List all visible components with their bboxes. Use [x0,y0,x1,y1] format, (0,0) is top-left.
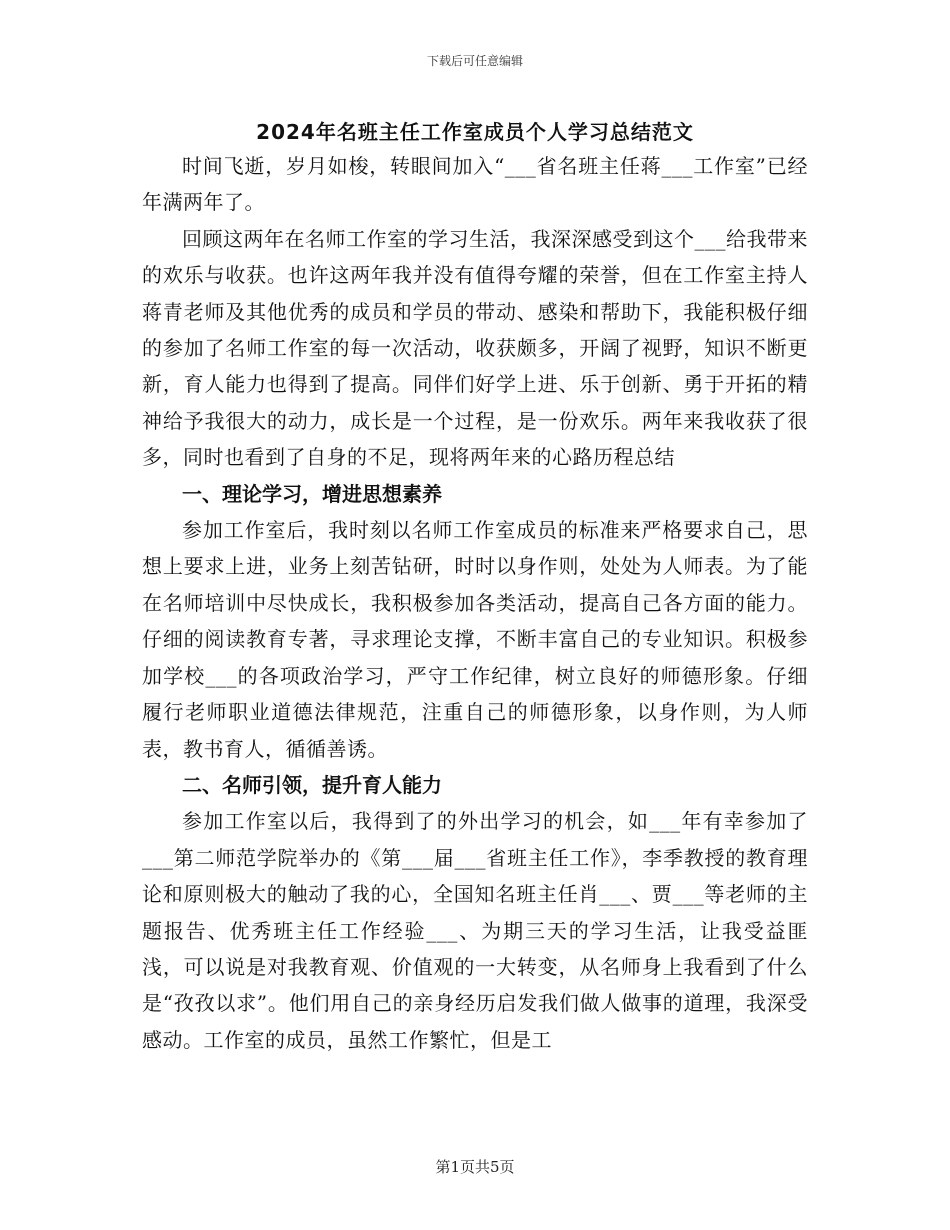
intro-paragraph: 时间飞逝，岁月如梭，转眼间加入“___省名班主任蒋___工作室”已经年满两年了。 [142,154,808,215]
theory-paragraph: 参加工作室后，我时刻以名师工作室成员的标准来严格要求自己，思想上要求上进，业务上刻苦钻研，时时以身作则，处处为人师表。为了能在名师培训中尽快成长，我积极参加各类活动，提高自己各方面的能力。仔细的阅读教育专著，寻求理论支撑，不断丰富自己的专业知识。积极参加学校___的各项政治学习，严守工作纪律，树立良好的师德形象。仔细履行老师职业道德法律规范，注重自己的师德形象，以身作则，为人师表，教书育人，循循善诱。 [142,518,808,761]
section-heading-mentor: 二、名师引领，提升育人能力 [182,772,442,797]
document-title: 2024年名班主任工作室成员个人学习总结范文 [256,120,694,144]
page-header-note: 下载后可任意编辑 [426,54,523,68]
review-paragraph: 回顾这两年在名师工作室的学习生活，我深深感受到这个___给我带来的欢乐与收获。也许这两年我并没有值得夸耀的荣誉，但在工作室主持人蒋青老师及其他优秀的成员和学员的带动、感染和帮助下，我能积极仔细的参加了名师工作室的每一次活动，收获颇多，开阔了视野，知识不断更新，育人能力也得到了提高。同伴们好学上进、乐于创新、勇于开拓的精神给予我很大的动力，成长是一个过程，是一份欢乐。两年来我收获了很多，同时也看到了自身的不足，现将两年来的心路历程总结 [142,226,808,470]
section-heading-theory: 一、理论学习，增进思想素养 [182,481,442,506]
document-body [142,148,808,1058]
page-number: 第1页共5页 [435,1158,515,1176]
mentor-paragraph: 参加工作室以后，我得到了的外出学习的机会，如___年有幸参加了___第二师范学院举办的《第___届___省班主任工作》，李季教授的教育理论和原则极大的触动了我的心，全国知名班主任肖___、贾___等老师的主题报告、优秀班主任工作经验___、为期三天的学习生活，让我受益匪浅，可以说是对我教育观、价值观的一大转变，从名师身上我看到了什么是“孜孜以求”。他们用自己的亲身经历启发我们做人做事的道理，我深受感动。工作室的成员，虽然工作繁忙，但是工 [142,809,808,1052]
